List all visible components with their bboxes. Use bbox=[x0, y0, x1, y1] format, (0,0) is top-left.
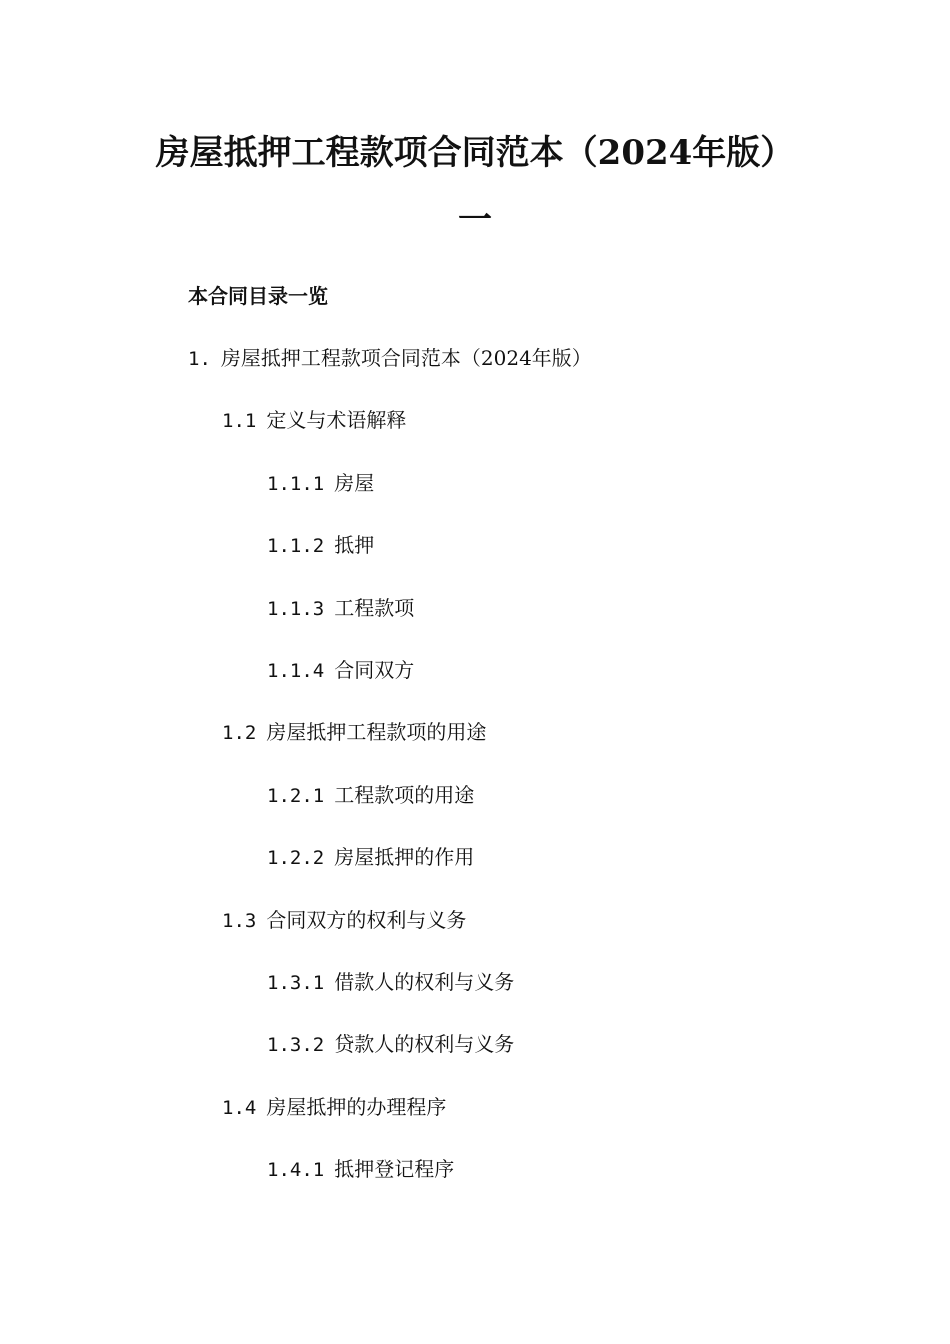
toc-item-number: 1.3.1 bbox=[267, 971, 325, 994]
toc-item bbox=[0, 719, 950, 781]
toc-item bbox=[0, 1156, 950, 1218]
toc-item-label: 房屋抵押的办理程序 bbox=[266, 1094, 447, 1119]
toc-item-label: 房屋抵押的作用 bbox=[334, 845, 475, 870]
toc-item-number: 1.3.2 bbox=[267, 1034, 325, 1057]
toc-item-number: 1.2.1 bbox=[267, 784, 325, 807]
toc-item-label: 工程款项的用途 bbox=[334, 782, 475, 807]
toc-item-number: 1.4.1 bbox=[267, 1159, 325, 1182]
toc-item bbox=[0, 907, 950, 969]
document-title: 房屋抵押工程款项合同范本（2024年版） bbox=[155, 133, 795, 173]
toc-item-number: 1.1.2 bbox=[267, 535, 325, 558]
toc-item bbox=[0, 844, 950, 906]
toc-item-label: 借款人的权利与义务 bbox=[334, 969, 515, 994]
toc-item bbox=[0, 782, 950, 844]
toc-item-number: 1.1.4 bbox=[267, 659, 325, 682]
toc-item-number: 1.1 bbox=[222, 410, 257, 433]
toc-item bbox=[0, 969, 950, 1031]
toc-item-number: 1.3 bbox=[222, 909, 257, 932]
toc-item-number: 1.1.3 bbox=[267, 597, 325, 620]
toc-item-label: 房屋抵押工程款项的用途 bbox=[266, 720, 487, 745]
toc-item bbox=[0, 470, 950, 532]
toc-item-label: 抵押登记程序 bbox=[334, 1157, 455, 1182]
toc-item bbox=[0, 1031, 950, 1093]
toc-item-label: 房屋 bbox=[334, 470, 375, 495]
toc-item-label: 定义与术语解释 bbox=[266, 408, 407, 433]
toc-item-label: 抵押 bbox=[334, 533, 375, 558]
toc-item bbox=[0, 407, 950, 469]
toc-item bbox=[0, 657, 950, 719]
toc-item bbox=[0, 595, 950, 657]
toc-item-number: 1.2.2 bbox=[267, 847, 325, 870]
toc-item-label: 贷款人的权利与义务 bbox=[334, 1032, 515, 1057]
toc-item-number: 1.1.1 bbox=[267, 472, 325, 495]
toc-item-number: 1. bbox=[188, 348, 211, 370]
toc-item-label: 合同双方 bbox=[334, 657, 415, 682]
toc-item-label: 工程款项 bbox=[334, 595, 415, 620]
toc-item-label: 房屋抵押工程款项合同范本（2024年版） bbox=[220, 346, 592, 370]
toc-heading: 本合同目录一览 bbox=[188, 284, 328, 308]
document-subtitle: 一 bbox=[458, 200, 492, 240]
toc-item bbox=[0, 1094, 950, 1156]
toc-item bbox=[0, 345, 950, 407]
toc-item bbox=[0, 532, 950, 594]
toc-item-number: 1.2 bbox=[222, 722, 257, 745]
toc-list bbox=[0, 345, 950, 1218]
toc-item-label: 合同双方的权利与义务 bbox=[266, 907, 467, 932]
toc-item-number: 1.4 bbox=[222, 1096, 257, 1119]
